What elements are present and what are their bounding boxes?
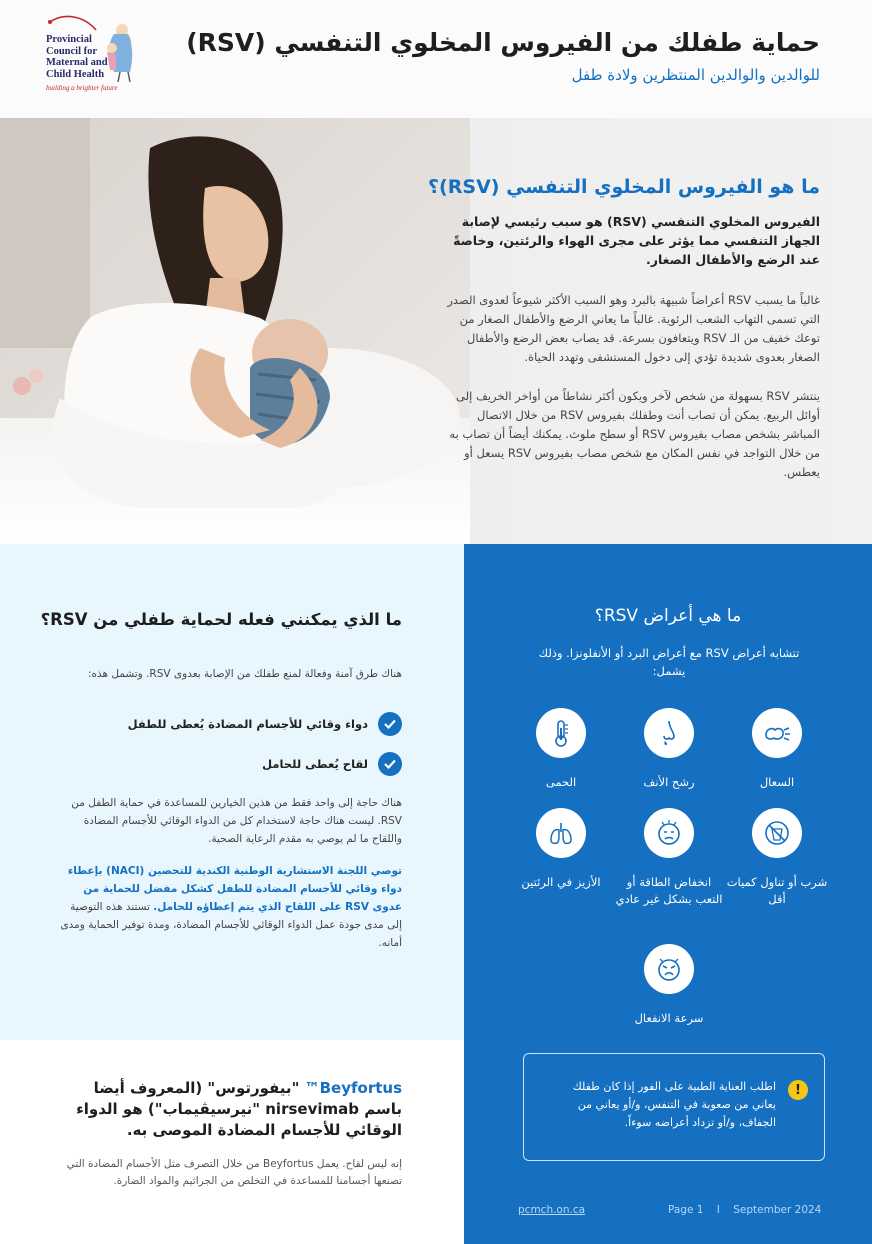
symptom-item [506, 708, 616, 791]
wheezing-lungs-icon [536, 808, 586, 858]
page-info [668, 1204, 821, 1216]
website-link[interactable]: pcmch.on.ca [518, 1204, 586, 1216]
symptom-label: شرب أو تناول كميات أقل [726, 875, 828, 906]
symptom-label: انخفاض الطاقة أو التعب بشكل غير عادي [615, 875, 723, 906]
check-circle-icon [378, 712, 402, 736]
about-paragraph: ينتشر RSV بسهولة من شخص لآخر ويكون أكثر نشاطاً من أواخر الخريف إلى أوائل الربيع. يمكن أن تصاب أنت وطفلك بفيروس RSV من خلال الاتصال المباشر بشخص مصاب بفيروس RSV أو سطح ملوث. يمكنك أيضاً أن تصاب به من خلال التواجد في نفس المكان مع شخص مصاب بفيروس RSV يسعل أو يعطس. [449, 389, 820, 479]
irritable-face-icon [644, 944, 694, 994]
protection-option [57, 712, 402, 736]
header [0, 0, 872, 118]
logo-line: Council for [46, 45, 98, 57]
check-circle-icon [378, 752, 402, 776]
naci-rest: تستند هذه التوصية إلى مدى جودة عمل الدواء الوقائي للأجسام المضادة، ومدة توفير الحماية ومدى أمانه. [60, 901, 402, 949]
beyfortus-heading-text: "بيفورتوس" (المعروف أيضا باسم nirsevimab "نيرسيڤيماب") هو الدواء الوقائي للأجسام المضادة الموصى به. [76, 1079, 402, 1139]
thermometer-icon [536, 708, 586, 758]
symptom-item [614, 708, 724, 791]
urgent-care-alert [523, 1053, 825, 1161]
logo-line: Provincial [46, 34, 92, 45]
mother-baby-photo [0, 118, 470, 544]
logo-tagline: building a brighter future [46, 84, 118, 92]
symptom-item [614, 808, 724, 908]
naci-bold: توصي اللجنة الاستشارية الوطنية الكندية للتحصين (NACI) بإعطاء دواء وقائي للأجسام المضادة للطفل كشكل مفضل للحماية من عدوى RSV على اللقاح الذي يتم إعطاؤه للحامل. [67, 865, 402, 913]
symptom-item [722, 708, 832, 791]
symptom-label: الأزيز في الرئتين [521, 875, 601, 889]
symptoms-section [464, 544, 872, 1244]
runny-nose-icon [644, 708, 694, 758]
alert-text: اطلب العناية الطبية على الفور إذا كان طفلك يعاني من صعوبة في التنفس، و/أو يعاني من الجفاف، و/أو تزداد أعراضه سوءاً. [572, 1080, 776, 1129]
logo-wordmark [46, 34, 108, 80]
logo-line: Child Health [46, 68, 105, 80]
symptom-item [506, 808, 616, 891]
protection-note: هناك حاجة إلى واحد فقط من هذين الخيارين للمساعدة في حماية الطفل من RSV. ليست هناك حاجة لاستخدام كل من الدواء الوقائي للأجسام المضادة واللقاح ما لم يوصي به مقدم الرعاية الصحية. [71, 797, 402, 845]
page-number: Page 1 [668, 1204, 704, 1216]
protection-option [57, 752, 402, 776]
tired-face-icon [644, 808, 694, 858]
symptom-label: سرعة الانفعال [634, 1011, 704, 1025]
about-lead: الفيروس المخلوي التنفسي (RSV) هو سبب رئيسي لإصابة الجهاز التنفسي مما يؤثر على مجرى الهواء والرئتين، وخاصةً عند الرضع والأطفال الصغار. [453, 214, 820, 267]
symptom-label: الحمى [545, 775, 577, 789]
symptoms-heading: ما هي أعراض RSV؟ [594, 606, 742, 626]
page-title: حماية طفلك من الفيروس المخلوي التنفسي (RSV) [186, 28, 820, 57]
publication-date: September 2024 [733, 1204, 822, 1216]
beyfortus-brand: Beyfortus™ [304, 1079, 402, 1097]
exclamation-icon: ! [788, 1080, 808, 1100]
protection-intro: هناك طرق آمنة وفعالة لمنع طفلك من الإصابة بعدوى RSV. وتشمل هذه: [87, 668, 402, 680]
beyfortus-section [0, 1040, 464, 1244]
about-heading: ما هو الفيروس المخلوي التنفسي (RSV)؟ [428, 176, 820, 198]
page-subtitle: للوالدين والوالدين المنتظرين ولادة طفل [571, 66, 820, 84]
footer-separator: I [716, 1204, 720, 1216]
symptom-item [722, 808, 832, 908]
symptoms-subheading: تتشابه أعراض RSV مع أعراض البرد أو الأنفلونزا. وذلك يشمل: [538, 646, 800, 678]
beyfortus-heading [52, 1078, 402, 1141]
symptom-item [614, 944, 724, 1027]
logo-line: Maternal and [46, 57, 108, 68]
symptom-label: السعال [759, 775, 795, 789]
cough-icon [752, 708, 802, 758]
hero-section [0, 118, 872, 544]
protection-heading: ما الذي يمكنني فعله لحماية طفلي من RSV؟ [40, 610, 402, 629]
protection-option-label: لقاح يُعطى للحامل [262, 757, 368, 771]
symptom-label: رشح الأنف [643, 775, 695, 789]
beyfortus-body: إنه ليس لقاح. يعمل Beyfortus من خلال التصرف مثل الأجسام المضادة التي تصنعها أجسامنا للمساعدة في التخلص من الجراثيم والمواد الضارة. [66, 1158, 402, 1187]
about-rsv [428, 176, 820, 502]
about-paragraph: غالباً ما يسبب RSV أعراضاً شبيهة بالبرد وهو السبب الأكثر شيوعاً لعدوى الصدر التي تسمى التهاب الشعب الرئوية. غالباً ما يعاني الرضع والأطفال الصغار من توعك خفيف من الـ RSV ويتعافون بسرعة. قد يصاب بعض الرضع والأطفال الصغار بعدوى شديدة تؤدي إلى دخول المستشفى وتهدد الحياة. [447, 293, 820, 364]
pcmch-logo[interactable] [44, 12, 140, 98]
protection-section [0, 544, 464, 1040]
no-drinking-icon [752, 808, 802, 858]
protection-option-label: دواء وقائي للأجسام المضادة يُعطى للطفل [127, 717, 368, 731]
naci-recommendation [57, 862, 402, 952]
footer [464, 1204, 872, 1224]
